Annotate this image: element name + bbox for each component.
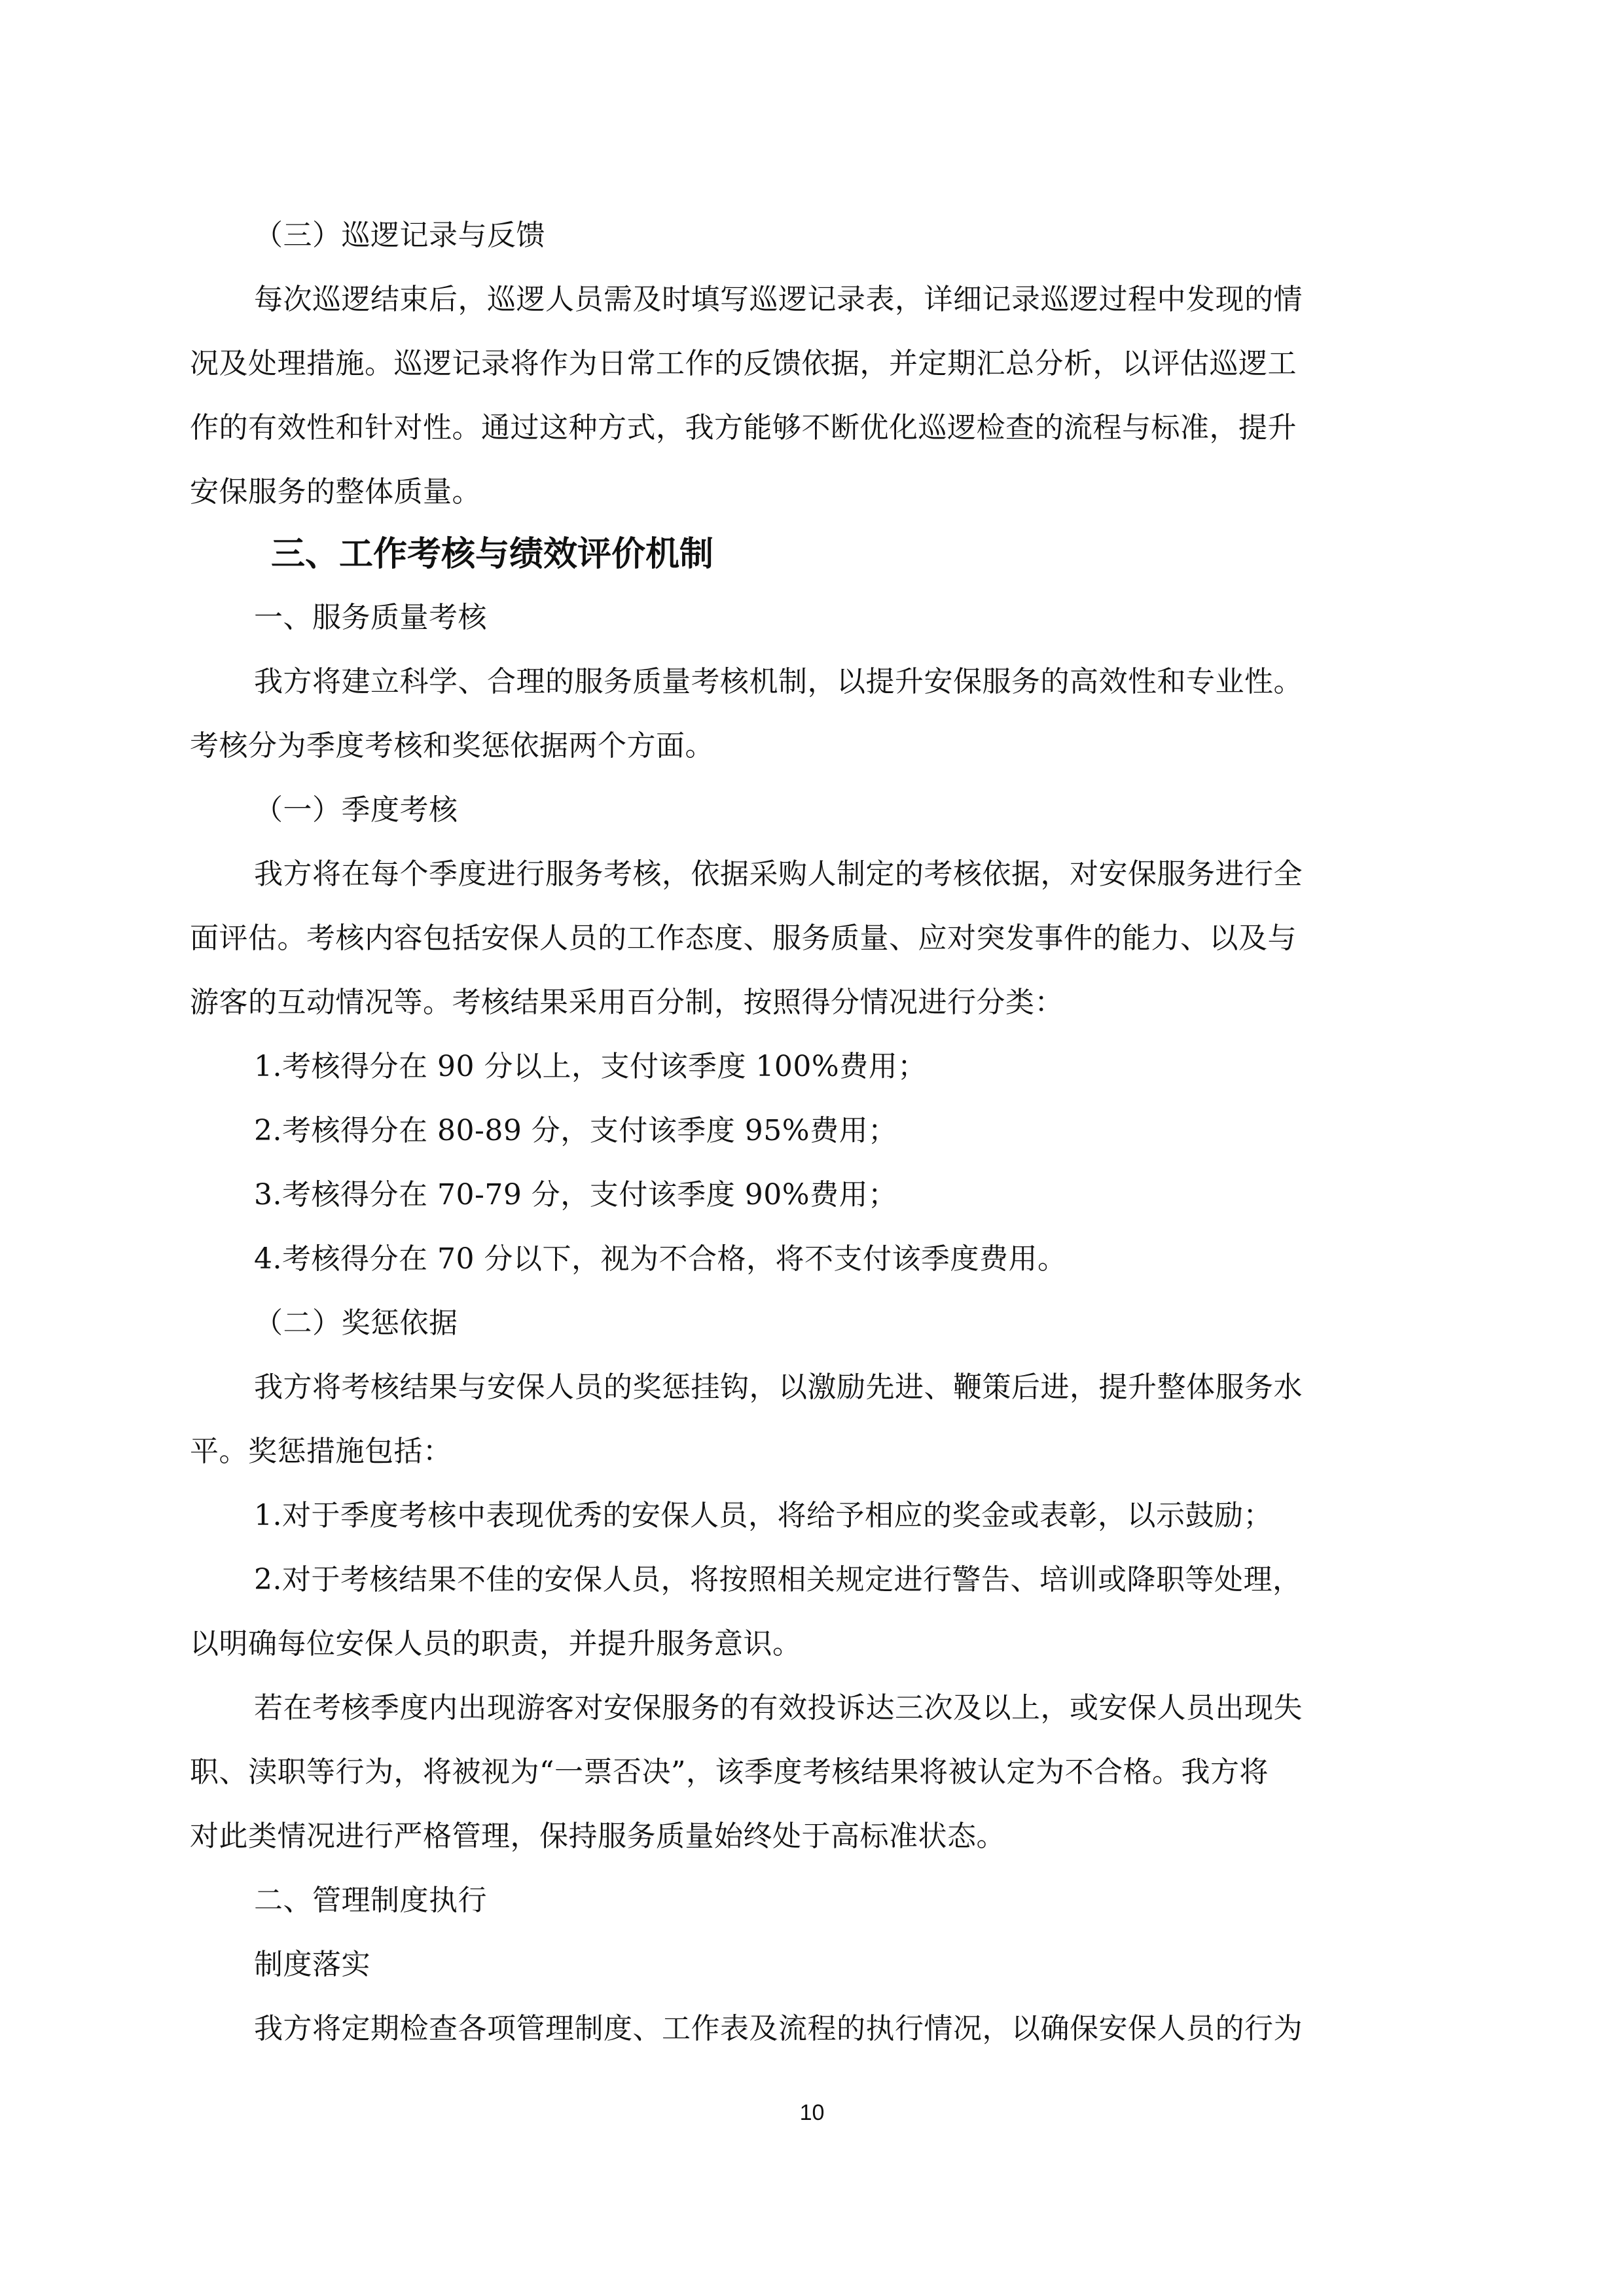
- paragraph-line: 我方将在每个季度进行服务考核，依据采购人制定的考核依据，对安保服务进行全: [254, 857, 1303, 891]
- paragraph-line: 考核分为季度考核和奖惩依据两个方面。: [190, 729, 714, 762]
- subsection-heading-quarterly: （一）季度考核: [254, 793, 458, 827]
- paragraph-line: 平。奖惩措施包括：: [190, 1435, 452, 1468]
- section-heading: 三、工作考核与绩效评价机制: [271, 535, 714, 574]
- paragraph-line: 我方将定期检查各项管理制度、工作表及流程的执行情况，以确保安保人员的行为: [254, 2012, 1303, 2045]
- list-item: 2.对于考核结果不佳的安保人员，将按照相关规定进行警告、培训或降职等处理，: [254, 1563, 1302, 1596]
- page-number: 10: [799, 2100, 825, 2125]
- subsection-heading-rewards: （二）奖惩依据: [254, 1306, 458, 1340]
- subsection-heading-service-quality: 一、服务质量考核: [254, 601, 487, 634]
- subsection-heading-implementation: 制度落实: [254, 1948, 370, 1981]
- paragraph-line: 面评估。考核内容包括安保人员的工作态度、服务质量、应对突发事件的能力、以及与: [190, 922, 1297, 955]
- paragraph-line: 若在考核季度内出现游客对安保服务的有效投诉达三次及以上，或安保人员出现失: [254, 1691, 1303, 1725]
- paragraph-line: 我方将考核结果与安保人员的奖惩挂钩，以激励先进、鞭策后进，提升整体服务水: [254, 1371, 1303, 1404]
- list-item: 2.考核得分在 80-89 分，支付该季度 95%费用；: [254, 1114, 897, 1147]
- list-item: 3.考核得分在 70-79 分，支付该季度 90%费用；: [254, 1178, 897, 1211]
- paragraph-line: 况及处理措施。巡逻记录将作为日常工作的反馈依据，并定期汇总分析，以评估巡逻工: [190, 347, 1297, 380]
- paragraph-line: 作的有效性和针对性。通过这种方式，我方能够不断优化巡逻检查的流程与标准，提升: [190, 411, 1297, 444]
- subsection-heading-patrol-records: （三）巡逻记录与反馈: [254, 219, 545, 252]
- subsection-heading-management: 二、管理制度执行: [254, 1884, 487, 1917]
- paragraph-line: 我方将建立科学、合理的服务质量考核机制，以提升安保服务的高效性和专业性。: [254, 665, 1303, 698]
- paragraph-line: 以明确每位安保人员的职责，并提升服务意识。: [190, 1627, 802, 1660]
- list-item: 1.考核得分在 90 分以上，支付该季度 100%费用；: [254, 1050, 927, 1083]
- paragraph-line: 对此类情况进行严格管理，保持服务质量始终处于高标准状态。: [190, 1820, 1005, 1853]
- paragraph-line: 职、渎职等行为，将被视为“一票否决”，该季度考核结果将被认定为不合格。我方将: [190, 1755, 1269, 1789]
- paragraph-line: 每次巡逻结束后，巡逻人员需及时填写巡逻记录表，详细记录巡逻过程中发现的情: [254, 283, 1303, 316]
- list-item: 1.对于季度考核中表现优秀的安保人员，将给予相应的奖金或表彰，以示鼓励；: [254, 1499, 1272, 1532]
- list-item: 4.考核得分在 70 分以下，视为不合格，将不支付该季度费用。: [254, 1242, 1067, 1276]
- paragraph-line: 游客的互动情况等。考核结果采用百分制，按照得分情况进行分类：: [190, 986, 1064, 1019]
- paragraph-line: 安保服务的整体质量。: [190, 475, 481, 509]
